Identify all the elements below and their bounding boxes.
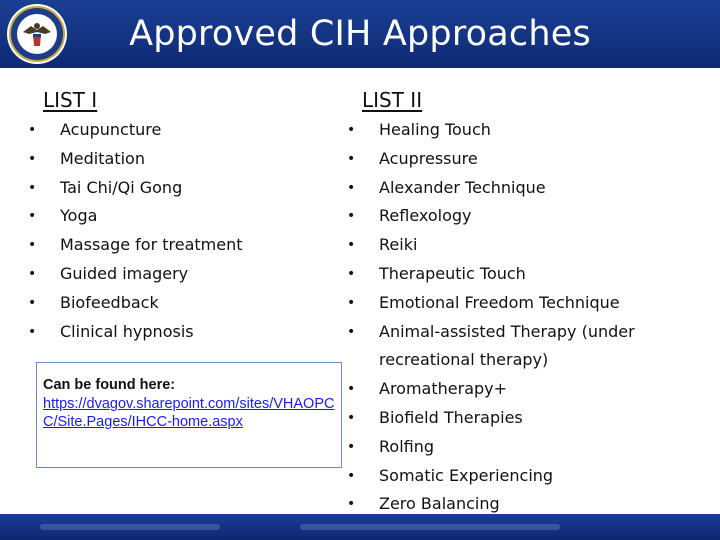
- list-item-label: Therapeutic Touch: [379, 263, 526, 283]
- bullet-icon: •: [347, 409, 356, 426]
- bullet-icon: •: [347, 294, 356, 311]
- list-item-label: Guided imagery: [60, 263, 189, 283]
- list-item-label: Aromatherapy+: [379, 379, 508, 399]
- bullet-icon: •: [347, 438, 356, 455]
- bullet-icon: •: [347, 122, 356, 138]
- bullet-icon: •: [28, 323, 37, 340]
- bullet-icon: •: [347, 265, 356, 282]
- list-2-heading: LIST II: [362, 88, 423, 112]
- list-item-label: Rolfing: [379, 436, 435, 456]
- footer-bar: [0, 514, 720, 540]
- list-item: [26, 260, 346, 289]
- info-label: Can be found here:: [43, 377, 176, 393]
- list-item: [345, 174, 675, 203]
- list-item-label: Acupuncture: [60, 120, 162, 139]
- list-item: [345, 318, 675, 376]
- list-item-label: Animal-assisted Therapy (under recreational therapy): [379, 321, 635, 370]
- list-item: [345, 116, 675, 145]
- list-item-label: Alexander Technique: [379, 177, 546, 197]
- list-1: [26, 116, 346, 346]
- list-item-label: Reflexology: [379, 206, 472, 226]
- list-item-label: Emotional Freedom Technique: [379, 292, 620, 312]
- list-item: [26, 202, 346, 231]
- list-item-label: Acupressure: [379, 148, 478, 168]
- list-2: [345, 116, 675, 519]
- list-item: [345, 375, 675, 404]
- bullet-icon: •: [28, 150, 37, 167]
- list-item-label: Healing Touch: [379, 120, 491, 139]
- bullet-icon: •: [347, 150, 356, 167]
- list-item: [345, 462, 675, 491]
- list-item-label: Reiki: [379, 235, 418, 255]
- sharepoint-link[interactable]: https://dvagov.sharepoint.com/sites/VHAOPCC/Site.Pages/IHCC-home.aspx: [43, 396, 335, 430]
- slide-title: Approved CIH Approaches: [129, 14, 591, 54]
- bullet-icon: •: [347, 381, 356, 398]
- bullet-icon: •: [347, 323, 356, 340]
- list-item: [345, 260, 675, 289]
- list-item-label: Meditation: [60, 148, 145, 168]
- list-item: [26, 116, 346, 145]
- list-item: [26, 174, 346, 203]
- bullet-icon: •: [28, 122, 37, 138]
- list-item: [26, 145, 346, 174]
- list-item-label: Clinical hypnosis: [60, 321, 194, 341]
- info-box: [36, 362, 342, 468]
- list-item-label: Biofield Therapies: [379, 407, 523, 427]
- list-item: [26, 231, 346, 260]
- list-1-heading: LIST I: [43, 88, 98, 112]
- bullet-icon: •: [347, 237, 356, 254]
- list-item: [345, 433, 675, 462]
- list-item: [345, 231, 675, 260]
- list-item-label: Tai Chi/Qi Gong: [60, 177, 183, 197]
- bullet-icon: •: [347, 179, 356, 196]
- list-item: [345, 404, 675, 433]
- list-item-label: Somatic Experiencing: [379, 465, 554, 485]
- bullet-icon: •: [347, 467, 356, 484]
- list-item: [345, 289, 675, 318]
- list-item-label: Zero Balancing: [379, 494, 500, 514]
- bullet-icon: •: [28, 237, 37, 254]
- bullet-icon: •: [347, 208, 356, 225]
- list-item: [26, 318, 346, 347]
- bullet-icon: •: [347, 496, 356, 513]
- bullet-icon: •: [28, 294, 37, 311]
- list-item-label: Biofeedback: [60, 292, 159, 312]
- list-item: [26, 289, 346, 318]
- list-item-label: Yoga: [60, 206, 98, 226]
- bullet-icon: •: [28, 208, 37, 225]
- bullet-icon: •: [28, 265, 37, 282]
- list-item-label: Massage for treatment: [60, 235, 243, 255]
- list-item: [345, 145, 675, 174]
- bullet-icon: •: [28, 179, 37, 196]
- list-item: [345, 202, 675, 231]
